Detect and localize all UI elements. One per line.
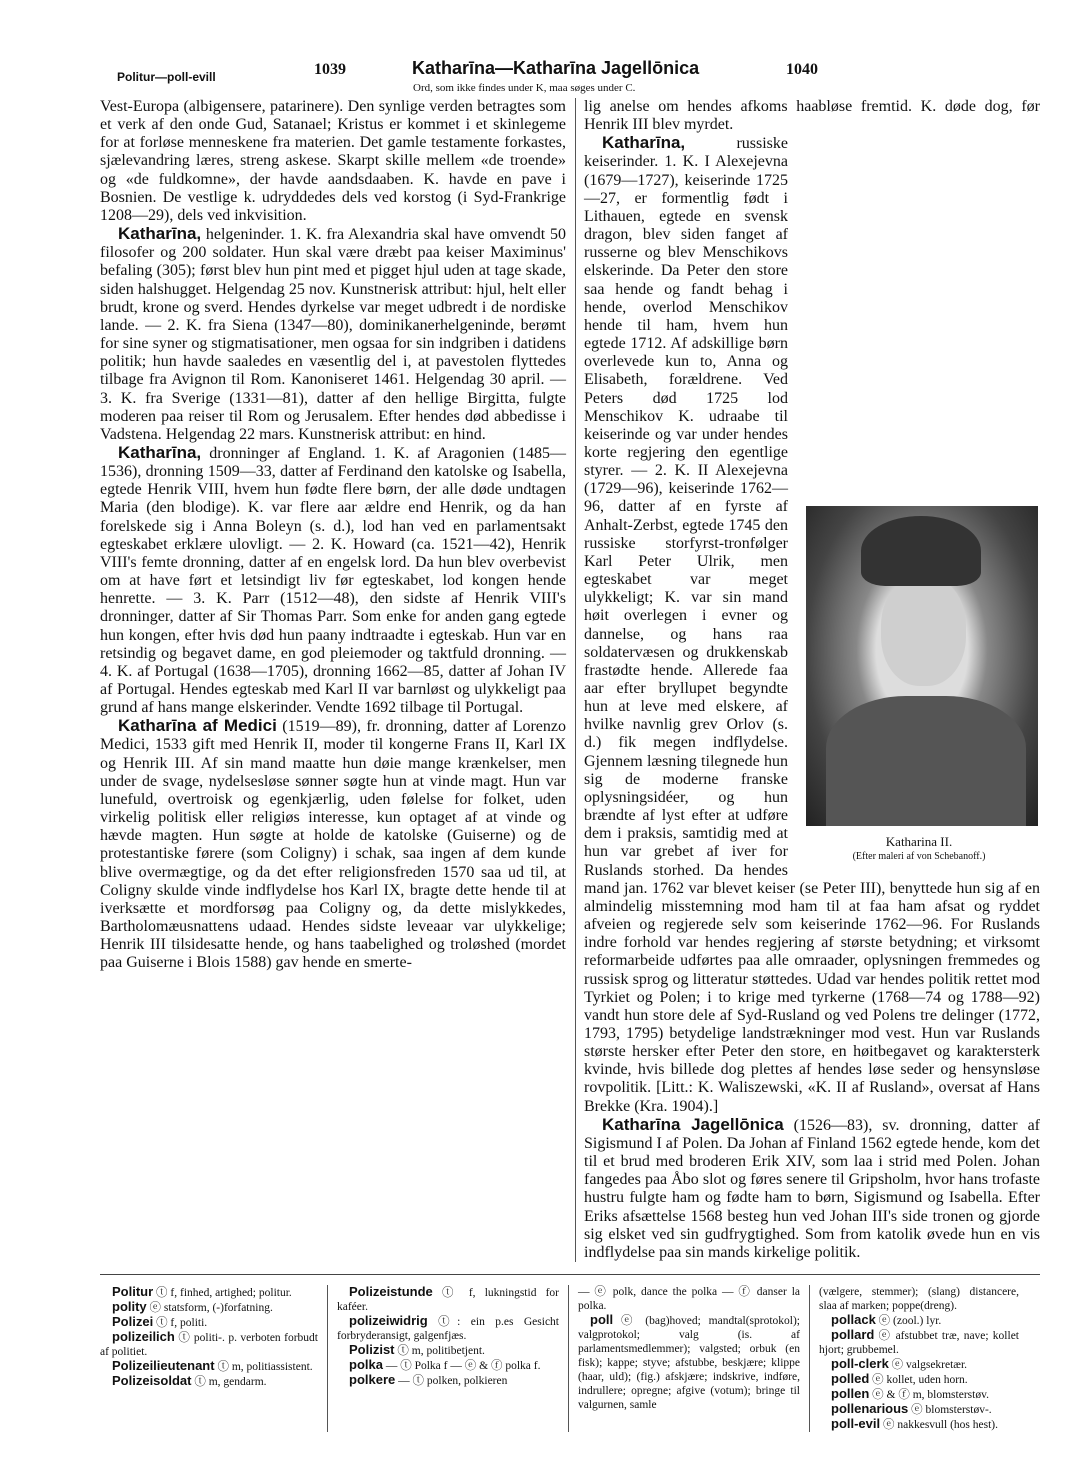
- entry-text: ⓣ f, politi.: [153, 1317, 208, 1329]
- headword: pollard: [831, 1327, 875, 1342]
- headword: pollenarious: [831, 1401, 909, 1416]
- article-paragraph: [819, 1402, 1019, 1417]
- headword: pollack: [831, 1312, 876, 1327]
- headword: poll: [590, 1312, 614, 1327]
- guide-words: Politur—poll-evill: [117, 70, 216, 84]
- entry-text: ⓣ f, finhed, artighed; politur.: [153, 1287, 292, 1299]
- headword: poll-evil: [831, 1416, 881, 1431]
- article-paragraph: [578, 1313, 800, 1412]
- headword: Katharīna af Medici: [118, 716, 277, 736]
- headword: polled: [831, 1371, 870, 1386]
- entry-text: — ⓣ polken, polkieren: [395, 1375, 508, 1387]
- column-divider: [575, 98, 576, 1262]
- headword: Katharīna,: [118, 442, 202, 462]
- footer-column-3: [578, 1285, 800, 1432]
- article-paragraph: [100, 1315, 318, 1330]
- article-paragraph: [100, 1300, 318, 1315]
- entry-text: ⓔ blomsterstøv-.: [908, 1404, 992, 1416]
- entry-text: — ⓔ polk, dance the polka — ⓕ danser la polka.: [578, 1286, 800, 1312]
- headword: Politur: [112, 1284, 154, 1299]
- article-paragraph: [100, 225, 566, 444]
- article-paragraph: [337, 1285, 559, 1314]
- entry-text: — ⓣ Polka f — ⓔ & ⓕ polka f.: [382, 1360, 541, 1372]
- entry-text: ⓣ m, politiassistent.: [214, 1361, 313, 1373]
- headword: Polizeisoldat: [112, 1373, 192, 1388]
- headword: Polizei: [112, 1314, 154, 1329]
- article-paragraph: [100, 444, 566, 717]
- article-paragraph: [819, 1285, 1019, 1313]
- footer-rule: [100, 1274, 1040, 1275]
- footer-column-4: [819, 1285, 1019, 1432]
- footer-divider: [568, 1285, 569, 1432]
- entry-text: dronninger af England. 1. K. af Aragonien (1485—1536), dronning 1509—33, datter af Ferdinand den katolske og Isabella, egtede Henrik VIII, hvem hun fødte flere børn, der alle døde undtagen Maria (den blodige). K. var flere aar ældre end Henrik, og da han forelskede sig i Anna Boleyn (s. d.), lod han ved en parlamentsakt egteskabet erklære ulovligt. — 2. K. Howard (ca. 1521—42), Henrik VIII's femte dronning, datter af en engelsk lord. Da hun blev overbevist om at have ført et letsindigt liv før egteskabet, lod kongen hende henrette. — 3. K. Parr (1512—48), den sidste af Henrik VIII's dronninger, datter af Sir Thomas Parr. Som enke for anden gang egtede hun kongen, efter hvis død hun paany indtraadte i egteskab. Hun var en retsindig og begavet dame, en god pleiemoder og taktfuld dronning. — 4. K. af Portugal (1638—1705), dronning 1662—85, datter af Johan IV af Portugal. Hendes egteskab med Karl II var barnløst og ulykkeligt paa grund af hans mange elskerinder. Vendte 1692 tilbage til Portugal.: [100, 444, 566, 717]
- figure-credit: (Efter maleri af von Schebanoff.): [852, 851, 986, 863]
- article-paragraph: [100, 98, 566, 225]
- entry-text: ⓣ f, lukningstid for kaféer.: [337, 1287, 559, 1313]
- entry-text: ⓔ valgsekretær.: [888, 1359, 968, 1371]
- article-paragraph: [578, 1285, 800, 1313]
- headword: polizeiwidrig: [349, 1313, 428, 1328]
- headword: Katharīna Jagellōnica: [602, 1114, 784, 1134]
- entry-text: (vælgere, stemmer); (slang) distancere, slaa af marken; poppe(dreng).: [819, 1286, 1019, 1312]
- page-number-left: 1039: [314, 61, 346, 78]
- article-paragraph: [100, 1374, 318, 1389]
- article-paragraph: [819, 1328, 1019, 1357]
- entry-text: ⓔ (bag)hoved; mandtal(sprotokol); valgprotokol; valg (is. af parlamentsmedlemmer); valgsted; orbuk (en fisk); kappe; styve; afstubbe, beskjære; klippe (haar, uld); (fig.) afskjære; indskrive, indføre, indrullere; opregne; afgive (votum); bringe til valgurnen, samle: [578, 1315, 800, 1411]
- entry-text: ⓣ m, politibetjent.: [394, 1345, 485, 1357]
- headword: polka: [349, 1357, 383, 1372]
- portrait-image: [806, 506, 1038, 826]
- headword: Polizeilieutenant: [112, 1358, 215, 1373]
- headword: Katharīna,: [602, 133, 686, 153]
- article-paragraph: [100, 1330, 318, 1359]
- entry-text: Vest-Europa (albigensere, patarinere). Den synlige verden betragtes som et verk af den onde Gud, Satanael; Kristus er kommet i et skinlegeme for at forløse menneskene fra materien. Det gamle testamente forkastes, sjælevandring læres, streng askese. Skarpt skille mellem «de troende» og «de fuldkomne», der havde aandsdaaben. K. havde en pave i Bosnien. De vestlige k. udryddedes dels ved korstog (i Syd-Frankrige 1208—29), dels ved inkvisition.: [100, 98, 566, 224]
- headword: Polizist: [349, 1342, 395, 1357]
- headword: polizeilich: [112, 1329, 175, 1344]
- entry-text: ⓔ afstubbet træ, nave; kollet hjort; grubbemel.: [819, 1330, 1019, 1356]
- entry-text: ⓣ: ein p.es Gesicht forbryderansigt, galgenfjæs.: [337, 1316, 559, 1342]
- footer-column-2: [337, 1285, 559, 1432]
- article-paragraph: [584, 134, 1040, 1115]
- portrait-figure: [798, 506, 1040, 863]
- article-paragraph: [584, 98, 1040, 134]
- article-paragraph: [337, 1314, 559, 1343]
- article-paragraph: [100, 717, 566, 972]
- article-paragraph: [819, 1357, 1019, 1372]
- entry-text: ⓔ (zool.) lyr.: [875, 1315, 942, 1327]
- article-paragraph: [100, 1285, 318, 1300]
- entry-text: (1526—83), sv. dronning, datter af Sigismund I af Polen. Da Johan af Finland 1562 egtede hende, kom det til et brud med broderen Erik XIV, som laa i strid med Polen. Johan fangedes paa Åbo slot og føres senere til Gripsholm, hvor hans trofaste hustru fulgte ham og fødte ham to børn, Sigismund og Isabella. Efter Eriks afsættelse 1568 besteg hun ved Johan III's side tronen og gjorde sig elsket ved sin gudfrygtighed. Som from katolik øvede hun en vis indflydelse paa sin mands kirkelige politik.: [584, 1116, 1041, 1261]
- article-paragraph: [100, 1359, 318, 1374]
- article-paragraph: [819, 1387, 1019, 1402]
- article-paragraph: [819, 1417, 1019, 1432]
- entry-text: ⓔ statsform, (-)forfatning.: [146, 1302, 273, 1314]
- headword: Polizeistunde: [349, 1284, 433, 1299]
- footer-divider: [809, 1285, 810, 1432]
- left-column: [100, 98, 566, 1262]
- article-paragraph: [819, 1372, 1019, 1387]
- entry-text: (1519—89), fr. dronning, datter af Lorenzo Medici, 1533 gift med Henrik II, moder til kongerne Frans II, Karl IX og Henrik III. Af sin mand maatte hun døie mange krænkelser, men under de svage, nydelsesløse sønner søgte hun at vinde magt. Hun var lunefuld, overtroisk og egenkjærlig, uden følelse for folket, uden virkelig politisk eller religiøs interesse, kun optaget af at vinde og hævde magten. Hun søgte at holde de katolske (Guiserne) og de protestantiske førere (som Coligny) i schak, saa ingen af dem kunde blive overmægtige, og da det efter religionsfreden 1570 saa ud til, at Coligny skulde vinde indflydelse hos Karl IX, bragte dette hende til at iverksætte et mordforsøg paa Coligny og, da dette mislykkedes, Bartholomæusnattens udaad. Hendes sidste leveaar var ulykkelige; Henrik III tilsidesatte hende, og hans taabelighed og troløshed (mordet paa Guiserne i Blois 1588) gav hende en smerte-: [100, 718, 567, 972]
- page-title: Katharīna—Katharīna Jagellōnica: [412, 58, 700, 78]
- headword: pollen: [831, 1386, 870, 1401]
- entry-text: ⓔ & ⓕ m, blomsterstøv.: [869, 1389, 989, 1401]
- entry-text: ⓔ kollet, uden horn.: [869, 1374, 968, 1386]
- article-paragraph: [337, 1373, 559, 1388]
- headword: Katharīna,: [118, 224, 202, 244]
- figure-caption: Katharina II.: [885, 834, 953, 850]
- entry-text: ⓣ politi-. p. verboten forbudt af politiet.: [100, 1332, 318, 1358]
- page-number-right: 1040: [786, 61, 818, 78]
- page-header: [100, 0, 1040, 98]
- right-column: [584, 98, 1040, 1262]
- article-paragraph: [584, 1116, 1040, 1262]
- entry-text: ⓣ m, gendarm.: [191, 1376, 267, 1388]
- headword: poll-clerk: [831, 1356, 889, 1371]
- entry-text: lig anelse om hendes afkoms haabløse fremtid. K. døde dog, før Henrik III blev myrdet.: [584, 98, 1040, 134]
- footer-divider: [327, 1285, 328, 1432]
- footer-column-1: [100, 1285, 318, 1432]
- article-columns: [100, 98, 1040, 1262]
- article-paragraph: [337, 1343, 559, 1358]
- entry-text: helgeninder. 1. K. fra Alexandria skal have omvendt 50 filosofer og 200 soldater. Hun skal være dræbt paa keiser Maximinus' befaling (305); først blev hun pint med et pigget hjul uden at tage skade, siden halshugget. Helgendag 25 nov. Kunstnerisk attribut: hjul, helt eller brudt, krone og sverd. Hendes dyrkelse var meget udbredt i de nordiske lande. — 2. K. fra Siena (1347—80), dominikanerhelgeninde, berømt for sine syner og stigmatisationer, men ogsaa for sin indgriben i datidens politik; hun havde saaledes en væsentlig del i, at pavestolen flyttedes tilbage fra Avignon til Rom. Kanoniseret 1461. Helgendag 30 april. — 3. K. fra Sverige (1331—81), datter af den hellige Birgitta, fulgte moderen paa reiser til Rom og Jerusalem. Efter hendes død abbedisse i Vadstena. Helgendag 22 mars. Kunstnerisk attribut: en hind.: [100, 226, 566, 443]
- article-paragraph: [819, 1313, 1019, 1328]
- headword: polkere: [349, 1372, 396, 1387]
- entry-text: russiske keiserinder. 1. K. I Alexejevna (1679—1727), keiserinde 1725—27, er formentlig født i Lithauen, egtede en svensk dragon, blev siden fanget af russerne og blev Menschikovs elskerinde. Da Peter den store saa hende og fandt behag i hende, overlod Menschikov hende til ham, hvem hun egtede 1712. Af adskillige børn overlevede kun to, Anna og Elisabeth, forældrene. Ved Peters død 1725 lod Menschikov K. udraabe til keiserinde og var under hendes korte regjering den egentlige styrer. — 2. K. II Alexejevna (1729—96), keiserinde 1762—96, datter af en fyrste af Anhalt-Zerbst, egtede 1745 den russiske storfyrst-tronfølger Karl Peter Ulrik, men egteskabet var meget ulykkeligt; K. var sin mand høit overlegen i evner og dannelse, og hans raa soldatervæsen og drukkenskab frastødte hende. Allerede faa aar efter bryllupet begyndte hun at leve med elskere, af hvilke navnlig grev Orlov (s. d.) fik megen indflydelse. Gjennem læsning tilegnede hun sig de moderne franske oplysningsidéer, og hun brændte af lyst efter at udføre dem i praksis, samtidig med at hun var grebet af iver for Ruslands storhed. Da hendes mand jan. 1762 var blevet keiser (se Peter III), benyttede hun sig af en almindelig misstemning mod ham til at faa ham afsat og ryddet afveien og regjerede selv som keiserinde 1762—96. For Ruslands indre forhold var hendes regjering af største betydning; et virksomt reformarbeide udførtes paa alle omraader, oplysningen fremmedes og russisk sprog og litteratur støttedes. Udad var hendes politik rettet mod Tyrkiet og Polen; i to krige med tyrkerne (1768—74 og 1788—92) vandt hun store dele af Syd-Rusland og ved Polens tre delinger (1772, 1793, 1795) betydelige landstrækninger mod vest. Hun var Ruslands største hersker efter Peter den store, en høitbegavet og karaktersterk kvinde, hvis billede dog plettes af hendes løse seder og hensynsløse rovpolitik. [Litt.: K. Waliszewski, «K. II af Rusland», oversat af Hans Brekke (Kra. 1904).]: [584, 135, 1040, 1115]
- headword: polity: [112, 1299, 147, 1314]
- article-paragraph: [337, 1358, 559, 1373]
- page-subtitle: Ord, som ikke findes under K, maa søges under C.: [413, 82, 636, 94]
- dictionary-footer: [100, 1285, 1040, 1432]
- entry-text: ⓔ nakkesvull (hos hest).: [880, 1419, 998, 1431]
